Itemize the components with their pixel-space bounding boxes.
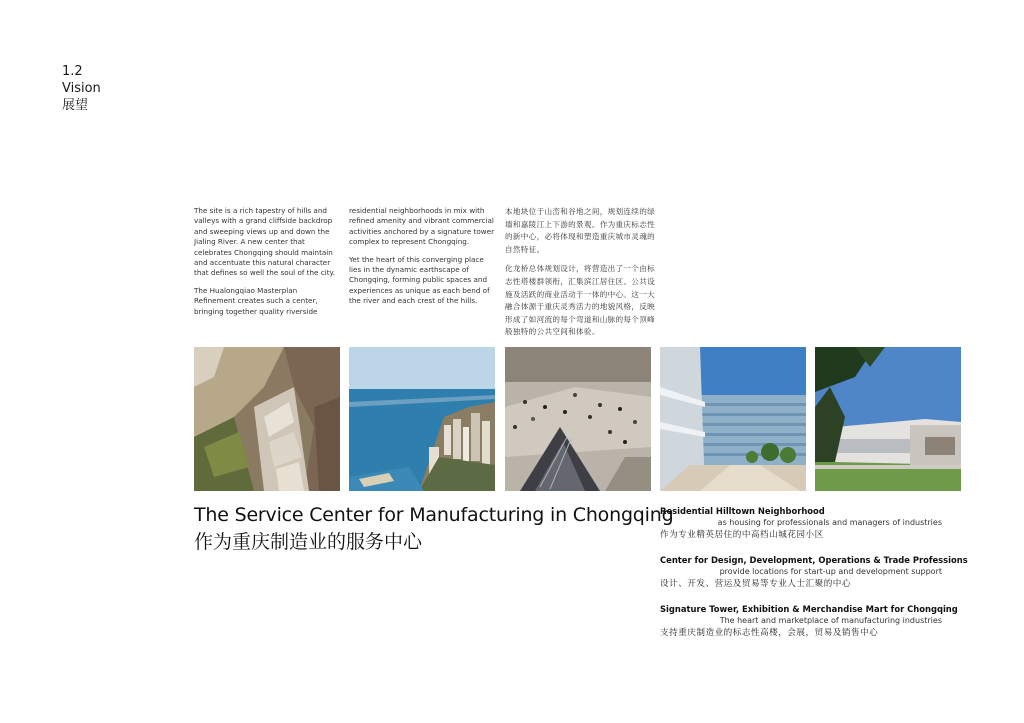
- paragraph: Yet the heart of this converging place lies in the dynamic earthscape of Chongqing, forming public spaces and experiences as unique as each bend of the river and each crest of the hills.: [349, 254, 490, 306]
- plaza-crowd-photo: [505, 347, 651, 491]
- text-column-1: [194, 206, 340, 324]
- headline-cn: 作为重庆制造业的服务中心: [194, 531, 423, 553]
- paragraph: The site is a rich tapestry of hills and valleys with a grand cliffside backdrop and sweeping views up and down the Jialing River. A new center that celebrates Chongqing should maintain and accentuate this natural character that defines so well the soul of the city.: [194, 206, 336, 278]
- feature-subtext: as housing for professionals and managers of industries: [717, 518, 942, 527]
- feature-heading: Center for Design, Development, Operations & Trade Professions: [660, 555, 968, 565]
- feature-subtext: The heart and marketplace of manufacturing industries: [719, 616, 942, 625]
- cliffside-stairs-photo: [194, 347, 340, 491]
- coastal-city-photo: [349, 347, 495, 491]
- feature-chinese: 设计、开发、营运及贸易等专业人士汇聚的中心: [660, 579, 851, 589]
- paragraph: 化龙桥总体规划设计，将营造出了一个由标志性塔楼群领衔，汇集滨江居住区、公共设施及活跃的商业活动于一体的中心。这一大融合体源于重庆灵秀活力的地貌风格，反映形成了如河流的每个弯道和山脉的每个顶峰般独特的公共空间和体验。: [505, 264, 655, 337]
- feature-list: [660, 506, 968, 653]
- feature-chinese: 作为专业精英居住的中高档山城花园小区: [660, 530, 824, 540]
- feature-heading: Residential Hilltown Neighborhood: [660, 506, 825, 516]
- paragraph: residential neighborhoods in mix with refined amenity and vibrant commercial activities anchored by a signature tower complex to represent Chongqing.: [349, 206, 495, 247]
- section-heading: [62, 63, 101, 114]
- section-title-en: Vision: [62, 81, 101, 96]
- office-courtyard-photo: [660, 347, 806, 491]
- headline-en: The Service Center for Manufacturing in Chongqing: [194, 504, 674, 526]
- feature-subtext: provide locations for start-up and development support: [719, 567, 942, 576]
- feature-chinese: 支持重庆制造业的标志性高楼，会展，贸易及销售中心: [660, 628, 879, 638]
- feature-item: [660, 604, 960, 641]
- section-title-cn: 展望: [62, 98, 89, 113]
- feature-item: [660, 506, 960, 543]
- paragraph: The Hualongqiao Masterplan Refinement creates such a center, bringing together quality riverside: [194, 285, 318, 316]
- paragraph: 本地块位于山峦和谷地之间，规划连续的绿墙和嘉陵江上下游的景观。作为重庆标志性的新中心，必将体现和塑造重庆城市灵魂的自然特征。: [505, 207, 655, 254]
- feature-heading: Signature Tower, Exhibition & Merchandise Mart for Chongqing: [660, 604, 958, 614]
- text-column-2: [349, 206, 495, 314]
- feature-item: [660, 555, 968, 592]
- section-number: 1.2: [62, 64, 83, 79]
- text-column-3-chinese: [505, 206, 655, 346]
- low-building-photo: [815, 347, 961, 491]
